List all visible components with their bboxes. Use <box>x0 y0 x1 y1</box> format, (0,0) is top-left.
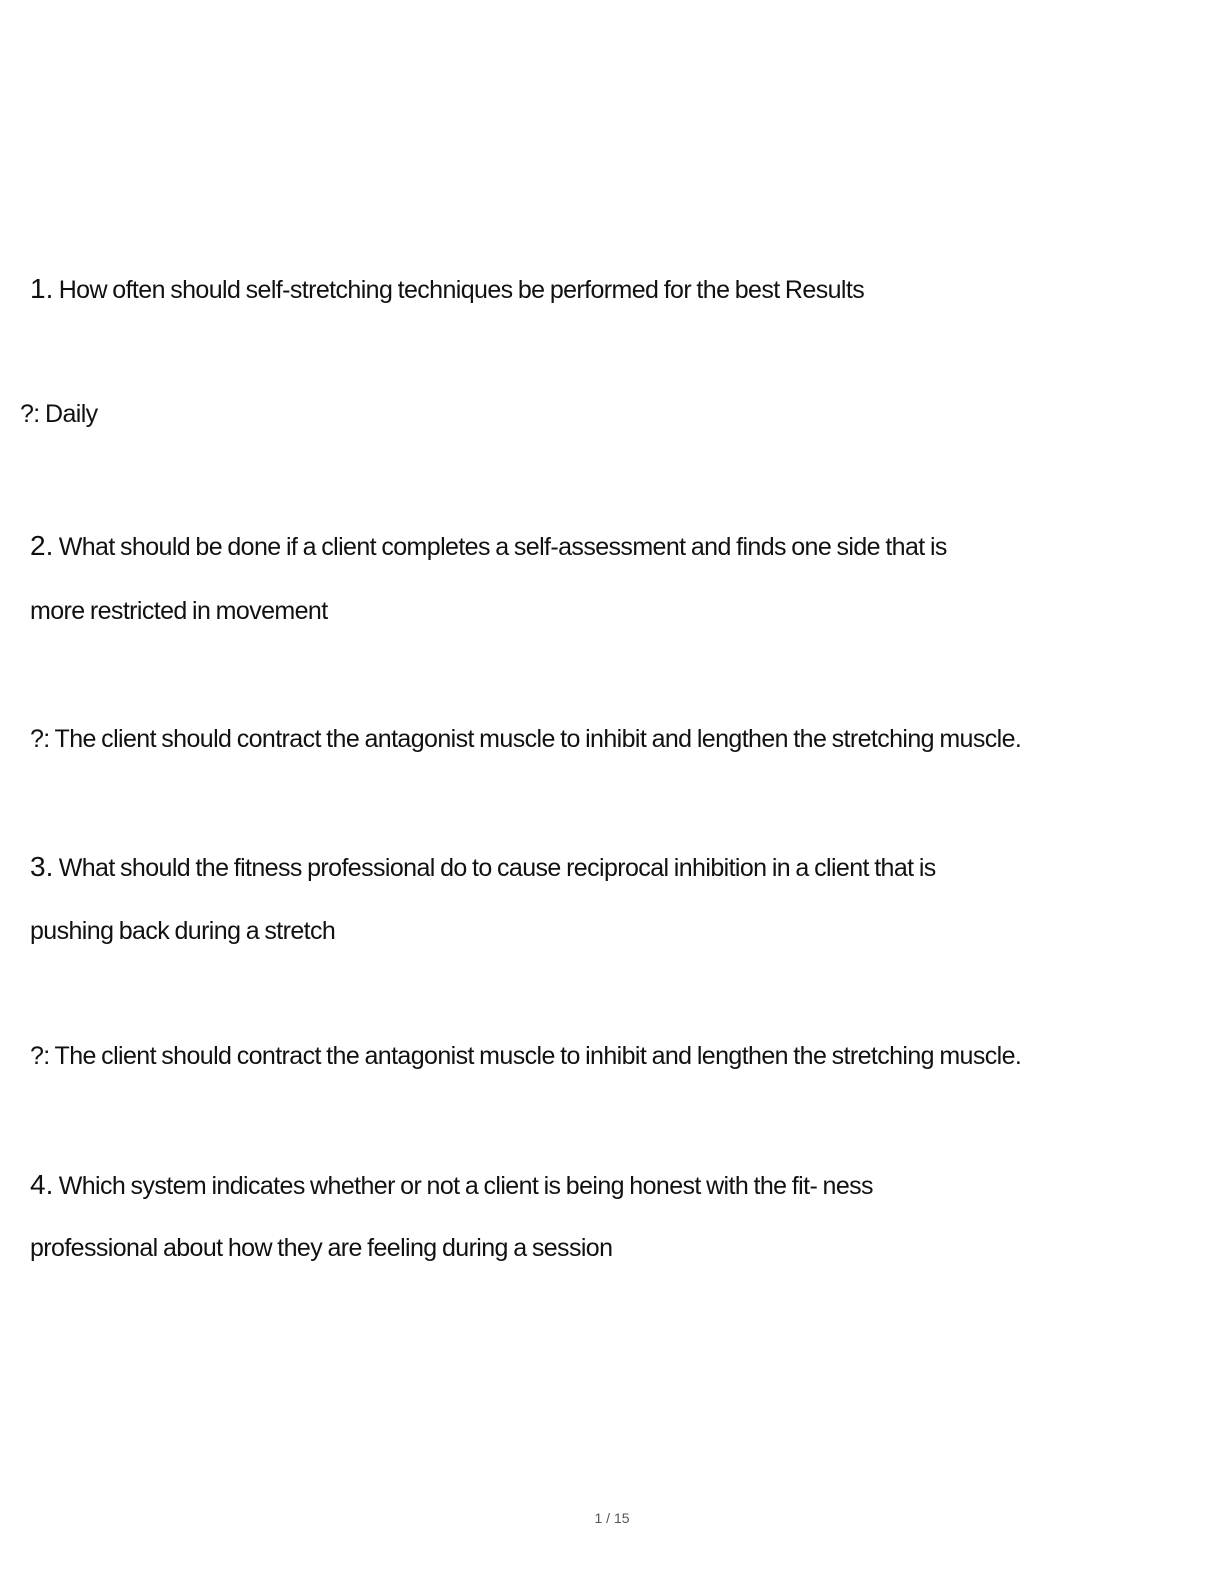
question-4-text: Which system indicates whether or not a client is being honest with the fit- ness <box>58 1172 873 1200</box>
answer-2: ?: The client should contract the antagonist muscle to inhibit and lengthen the stretching muscle. <box>30 725 1022 753</box>
question-1-text: How often should self-stretching techniques be performed for the best Results <box>58 276 865 304</box>
question-2-text: What should be done if a client completes a self-assessment and finds one side that is <box>58 533 947 561</box>
question-2-number: 2. <box>30 530 54 561</box>
question-3-line-2: pushing back during a stretch <box>30 917 336 945</box>
question-4-number: 4. <box>30 1169 54 1200</box>
question-3-line-1 <box>30 852 936 883</box>
question-1-line-1 <box>30 274 864 305</box>
question-4-line-1 <box>30 1170 873 1201</box>
question-2-line-1 <box>30 531 947 562</box>
answer-1: ?: Daily <box>20 400 98 428</box>
question-1-number: 1. <box>30 273 54 304</box>
page-indicator: 1 / 15 <box>594 1510 630 1526</box>
question-2-line-2: more restricted in movement <box>30 597 328 625</box>
question-3-number: 3. <box>30 851 54 882</box>
answer-3: ?: The client should contract the antagonist muscle to inhibit and lengthen the stretching muscle. <box>30 1042 1022 1070</box>
question-4-line-2: professional about how they are feeling during a session <box>30 1234 613 1262</box>
question-3-text: What should the fitness professional do to cause reciprocal inhibition in a client that is <box>58 854 936 882</box>
